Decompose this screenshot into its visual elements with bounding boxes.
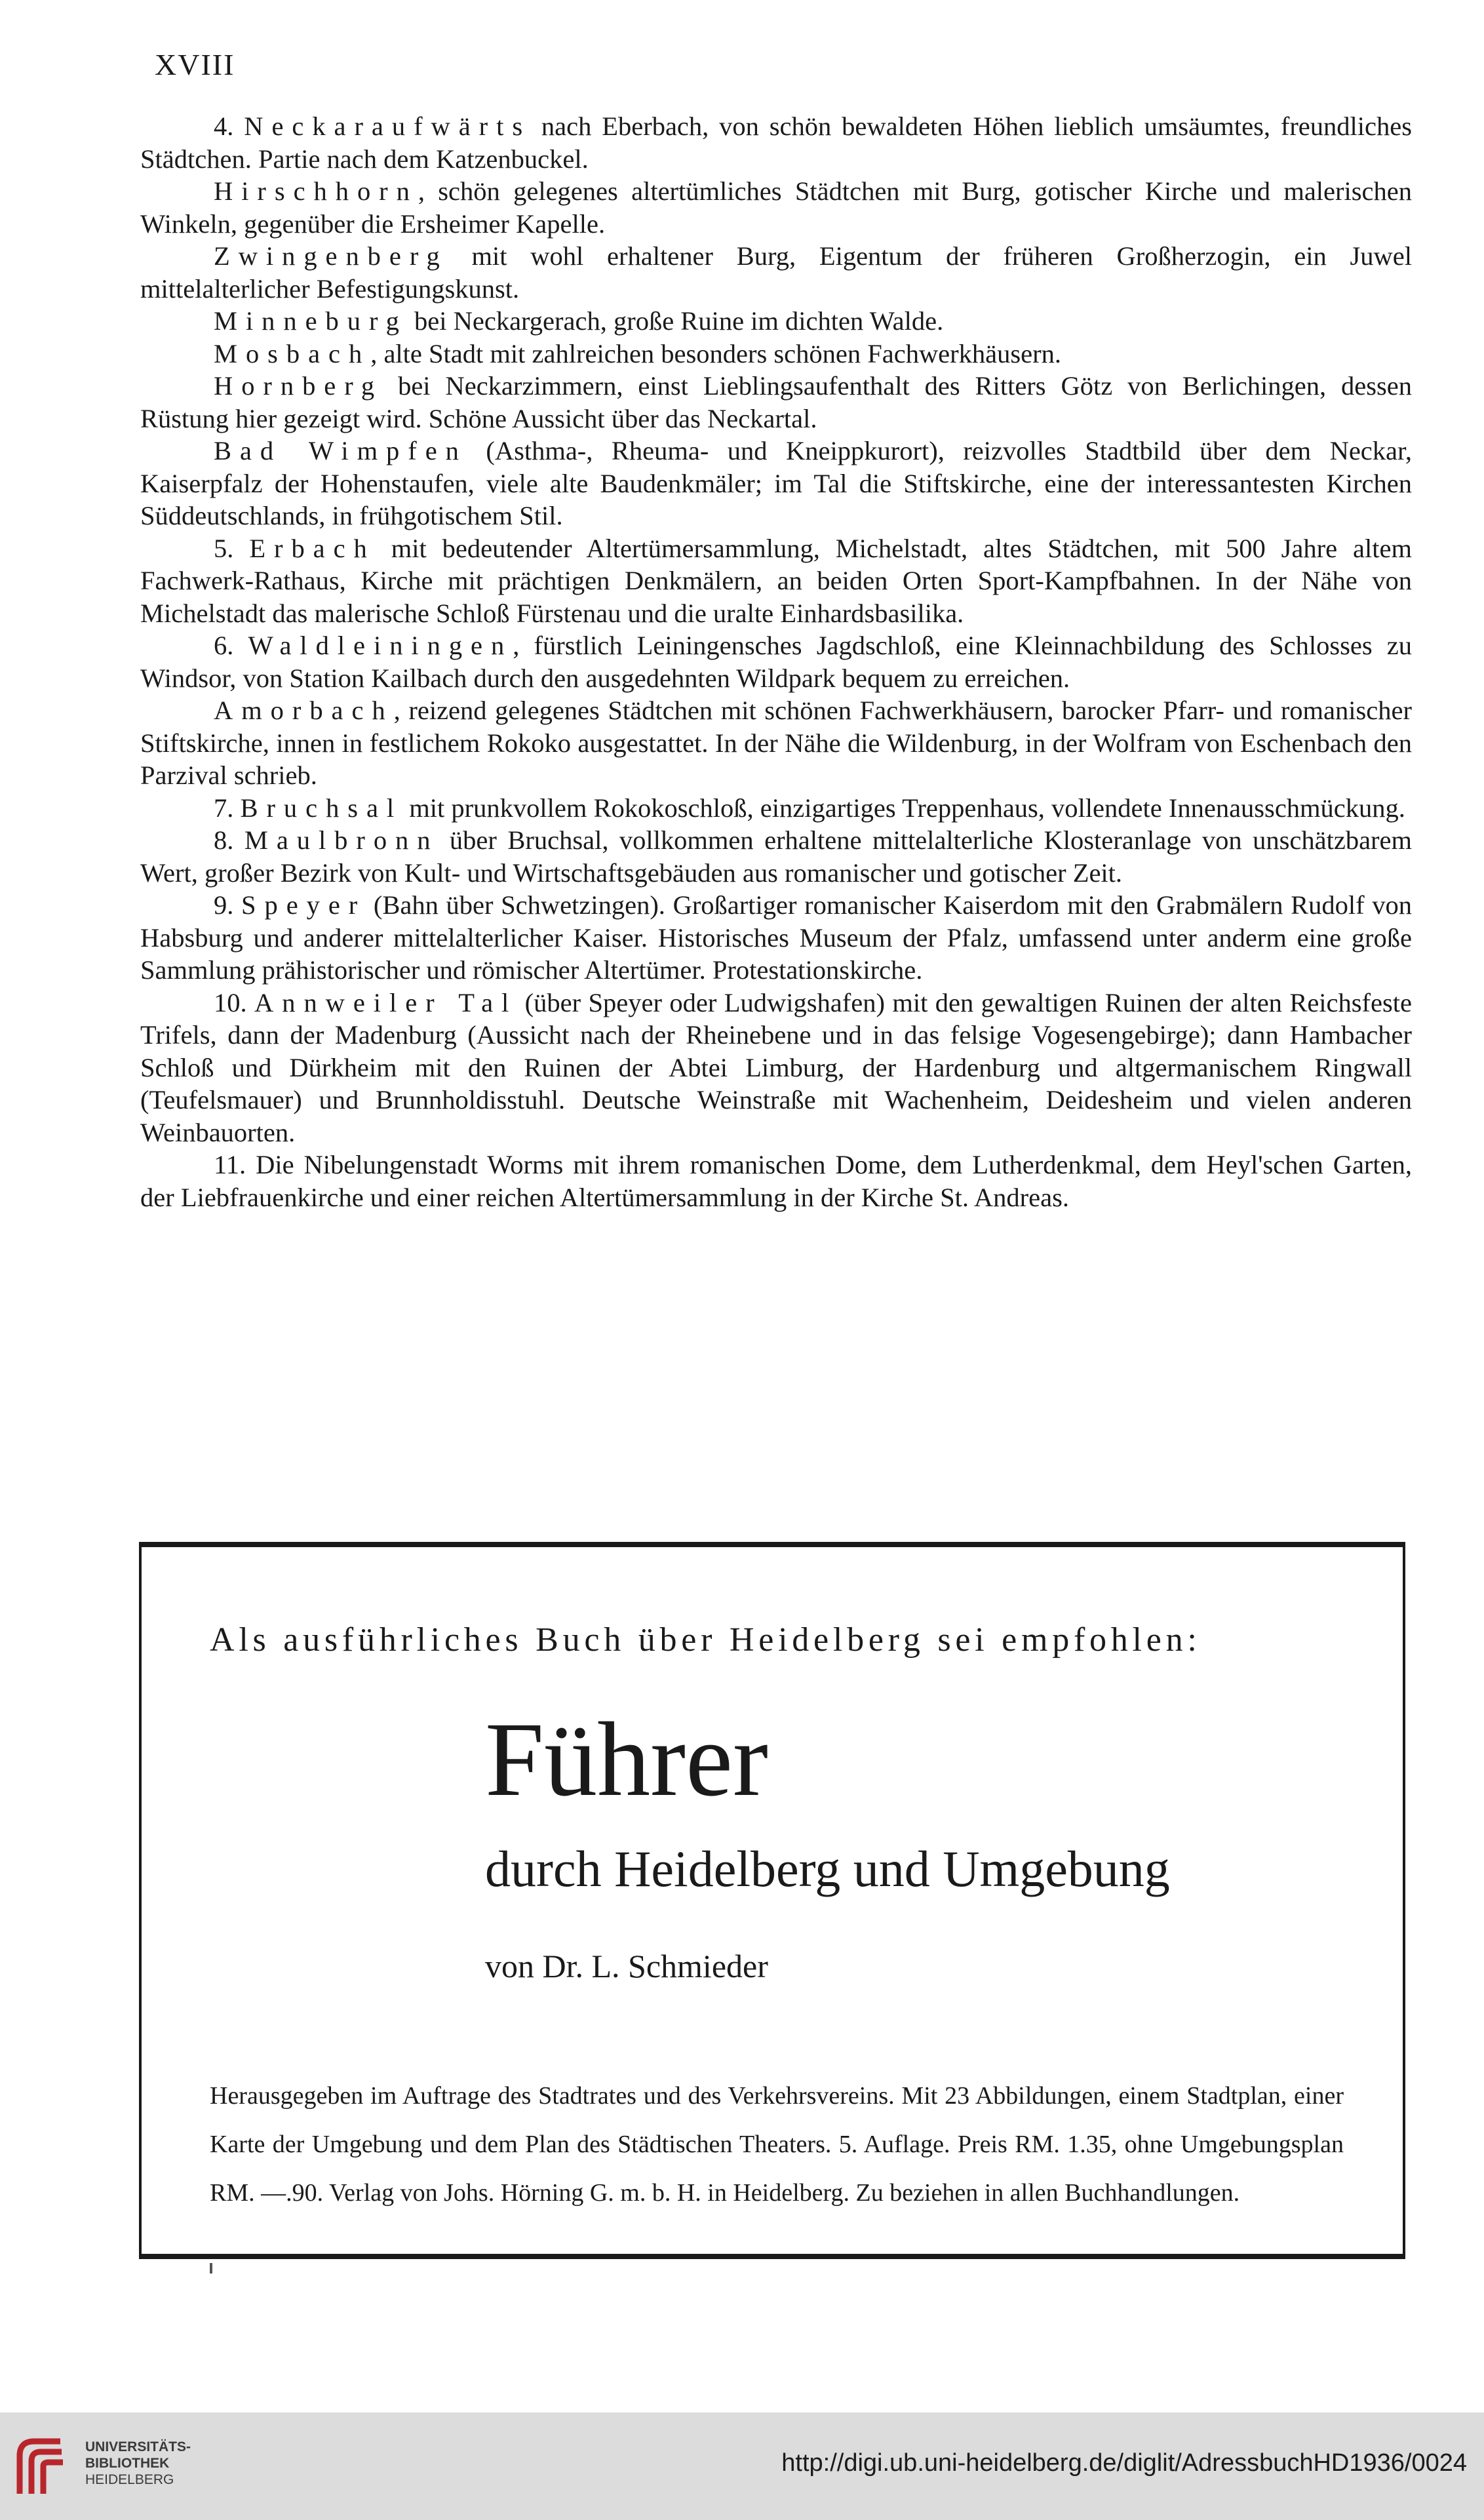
paragraph: Bad Wimpfen (Asthma-, Rheuma- und Kneippkurort), reizvolles Stadtbild über dem Neckar, Kaiserpfalz der Hohenstaufen, viele alte Baudenkmäler; im Tal die Stiftskirche, eine der interessantesten Kirchen Süddeutschlands, in frühgotischem Stil. [140,436,1412,530]
ad-book-subtitle: durch Heidelberg und Umgebung [485,1840,1170,1897]
paragraph: Hornberg bei Neckarzimmern, einst Lieblingsaufenthalt des Ritters Götz von Berlichingen, dessen Rüstung hier gezeigt wird. Schöne Aussicht über das Neckartal. [140,371,1412,433]
ad-book-author: von Dr. L. Schmieder [485,1948,768,1984]
print-mark [210,2263,212,2274]
paragraph: 10. Annweiler Tal (über Speyer oder Ludwigshafen) mit den gewaltigen Ruinen der alten Reichsfeste Trifels, dann der Madenburg (Aussicht nach der Rheinebene und in das felsige Vogesengebirge); dann Hambacher Schloß und Dürkheim mit den Ruinen der Abtei Limburg, der Hardenburg und altgermanischem Ringwall (Teufelsmauer) und Brunnholdisstuhl. Deutsche Weinstraße mit Wachenheim, Deidesheim und vielen anderen Weinbauorten. [140,987,1412,1147]
book-advertisement [139,1542,1405,2259]
library-name: UNIVERSITÄTS- BIBLIOTHEK HEIDELBERG [85,2439,191,2487]
paragraph: 8. Maulbronn über Bruchsal, vollkommen erhaltene mittelalterliche Klosteranlage von unschätzbarem Wert, großer Bezirk von Kult- und Wirtschaftsgebäuden aus romanischer und gotischer Zeit. [140,825,1413,888]
paragraph: Amorbach, reizend gelegenes Städtchen mit schönen Fachwerkhäusern, barocker Pfarr- und romanischer Stiftskirche, innen in festlichem Rokoko ausgestattet. In der Nähe die Wildenburg, in der Wolfram von Eschenbach den Parzival schrieb. [140,696,1412,790]
source-url-link[interactable]: http://digi.ub.uni-heidelberg.de/diglit/AdressbuchHD1936/0024 [781,2449,1467,2477]
paragraph: 9. Speyer (Bahn über Schwetzingen). Großartiger romanischer Kaiserdom mit den Grabmälern Rudolf von Habsburg und anderer mittelalterlicher Kaiser. Historisches Museum der Pfalz, umfassend unter anderm eine große Sammlung prähistorischer und römischer Altertümer. Protestationskirche. [140,890,1413,985]
ad-book-title: Führer [485,1701,768,1819]
paragraph: 11. Die Nibelungenstadt Worms mit ihrem romanischen Dome, dem Lutherdenkmal, dem Heyl'schen Garten, der Liebfrauenkirche und einer reichen Altertümersammlung in der Kirche St. Andreas. [140,1150,1413,1212]
paragraph: 4. Neckaraufwärts nach Eberbach, von schön bewaldeten Höhen lieblich umsäumtes, freundliches Städtchen. Partie nach dem Katzenbuckel. [140,111,1412,174]
paragraph: Mosbach, alte Stadt mit zahlreichen besonders schönen Fachwerkhäusern. [214,338,1061,368]
paragraph: 6. Waldleiningen, fürstlich Leiningensches Jagdschloß, eine Kleinnachbildung des Schlosses zu Windsor, von Station Kailbach durch den ausgedehnten Wildpark bequem zu erreichen. [140,631,1412,693]
paragraph: Minneburg bei Neckargerach, große Ruine im dichten Walde. [214,306,944,336]
page-number: XVIII [155,48,235,81]
digitization-footer [0,2412,1484,2520]
ad-description: Herausgegeben im Auftrage des Stadtrates und des Verkehrsvereins. Mit 23 Abbildungen, einem Stadtplan, einer Karte der Umgebung und dem Plan des Städtischen Theaters. 5. Auflage. Preis RM. 1.35, ohne Umgebungsplan RM. —.90. Verlag von Johs. Hörning G. m. b. H. in Heidelberg. Zu beziehen in allen Buchhandlungen. [210,2082,1344,2207]
paragraph: Hirschhorn, schön gelegenes altertümliches Städtchen mit Burg, gotischer Kirche und malerischen Winkeln, gegenüber die Ersheimer Kapelle. [140,176,1412,239]
ub-heidelberg-logo-icon [14,2436,80,2499]
paragraph: Zwingenberg mit wohl erhaltener Burg, Eigentum der früheren Großherzogin, ein Juwel mittelalterlicher Befestigungskunst. [140,241,1412,304]
guide-text-block [140,110,1412,1213]
paragraph: 7. Bruchsal mit prunkvollem Rokokoschloß, einzigartiges Treppenhaus, vollendete Innenausschmückung. [214,793,1405,823]
paragraph: 5. Erbach mit bedeutender Altertümersammlung, Michelstadt, altes Städtchen, mit 500 Jahre altem Fachwerk-Rathaus, Kirche mit prächtigen Denkmälern, an beiden Orten Sport-Kampfbahnen. In der Nähe von Michelstadt das malerische Schloß Fürstenau und die uralte Einhardsbasilika. [140,533,1413,628]
ad-headline: Als ausführliches Buch über Heidelberg sei empfohlen: [210,1621,1201,1659]
